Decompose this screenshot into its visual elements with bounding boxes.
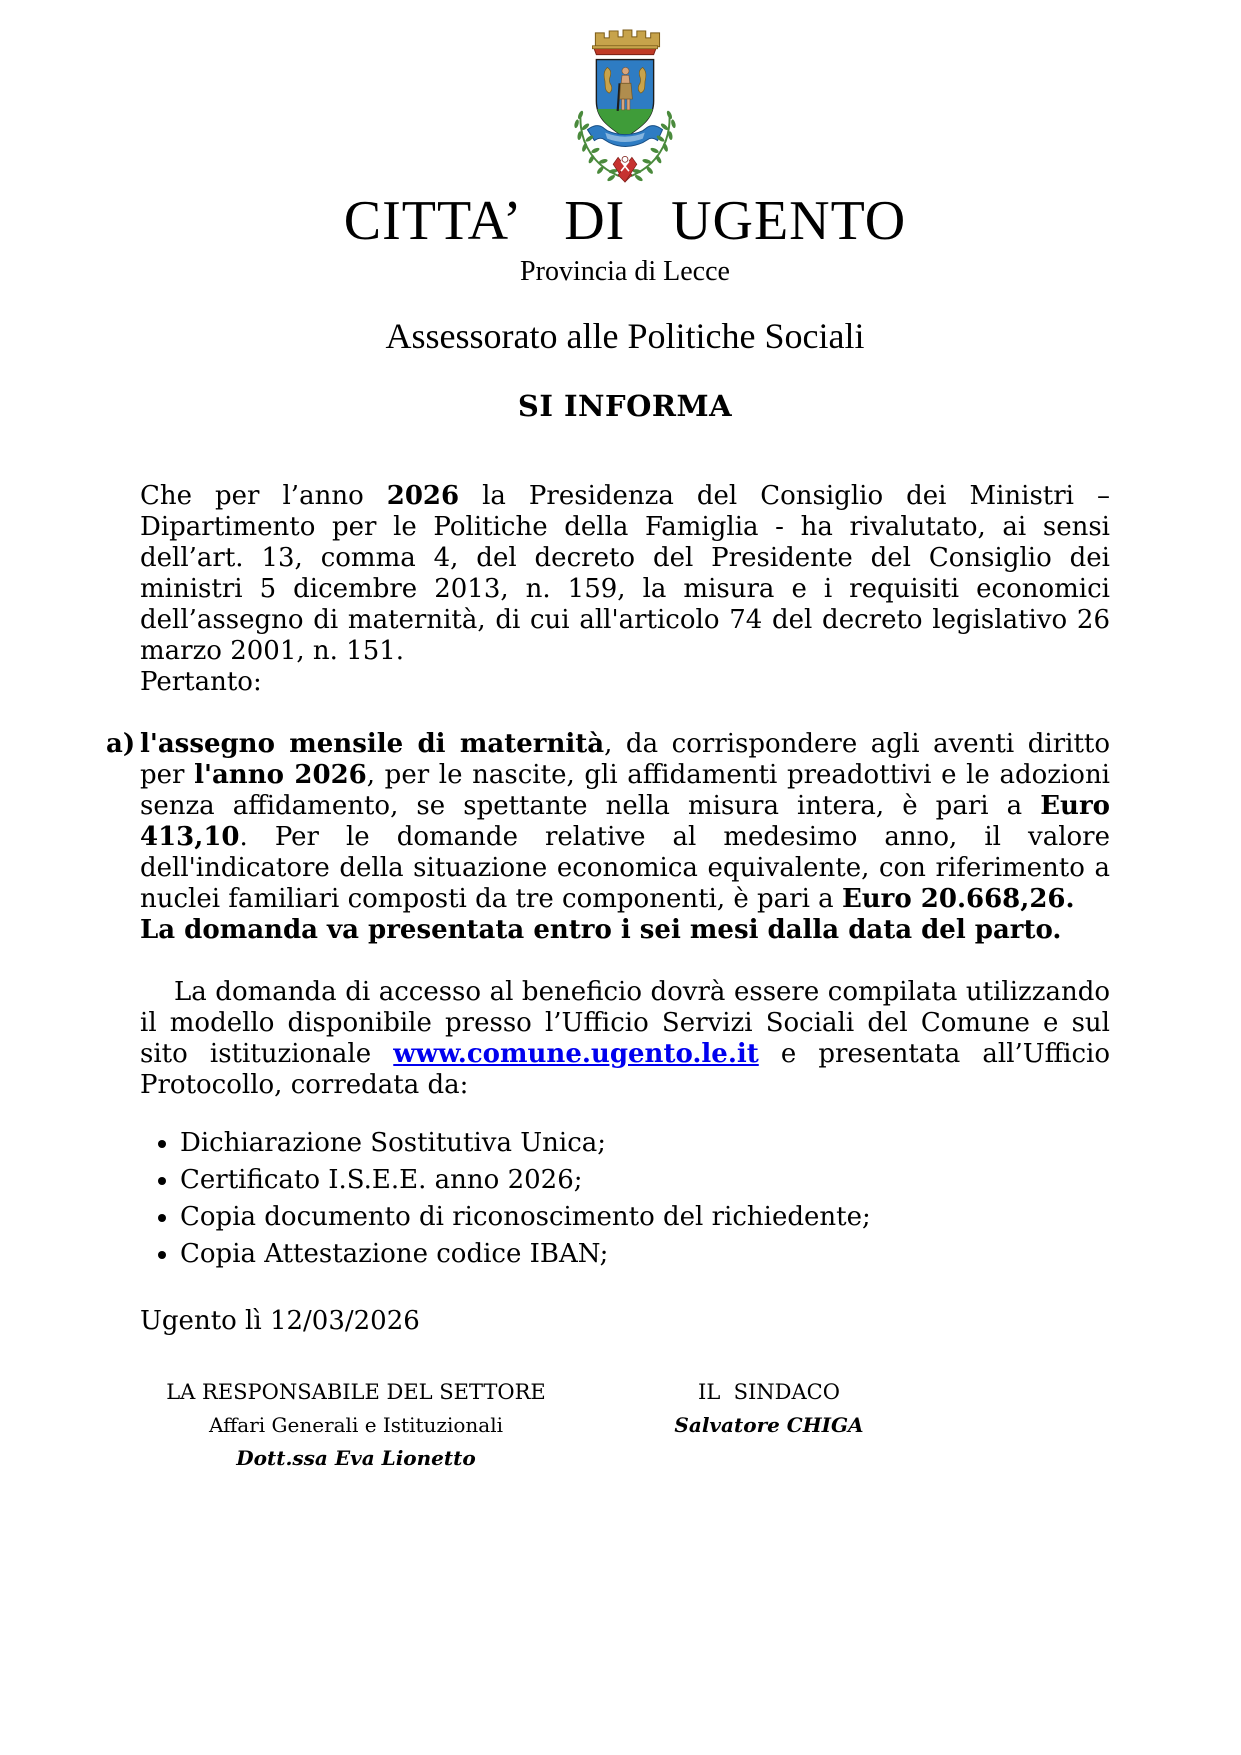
text-segment: la Presidenza del Consiglio dei Ministri – Dipartimento per le Politiche della Famiglia - ha rivalutato, ai sensi dell’art. 13, comma 4, del decreto del Presidente del Consiglio dei ministri 5 dicembre 2013, n. 159, la misura e i requisiti economici dell’assegno di maternità, di cui all'articolo 74 del decreto legislativo 26 marzo 2001, n. 151. xyxy=(140,480,1110,666)
item-a-bold-line: La domanda va presentata entro i sei mesi dalla data del parto. xyxy=(140,914,1062,945)
department-title: Assessorato alle Politiche Sociali xyxy=(385,315,865,356)
list-item: • Copia documento di riconoscimento del richiedente; xyxy=(180,1202,1110,1233)
text-segment: . Per le domande relative al medesimo anno, il valore dell'indicatore della situazione economica equivalente, con riferimento a nuclei familiari composti da tre componenti, è pari a xyxy=(140,821,1110,914)
signature-right-role: IL SINDACO xyxy=(698,1379,840,1404)
signature-left-role: LA RESPONSABILE DEL SETTORE xyxy=(166,1379,546,1404)
signature-right-name: Salvatore CHIGA xyxy=(674,1412,864,1437)
city-coat-of-arms-icon xyxy=(565,26,685,184)
signature-row xyxy=(140,1380,1110,1470)
item-a-marker: a) xyxy=(106,728,136,759)
list-item: • Dichiarazione Sostitutiva Unica; xyxy=(180,1128,1110,1159)
text-segment: l'assegno mensile di maternità xyxy=(140,728,605,759)
attachments-list xyxy=(140,1128,1110,1270)
text-segment: La domanda di accesso al beneficio dovrà essere compilata utilizzando il modello disponibile presso l’Ufficio Servizi Sociali del Comune e sul sito istituzionale xyxy=(140,976,1110,1069)
website-link[interactable]: www.comune.ugento.le.it xyxy=(393,1038,759,1069)
text-segment: , da corrispondere agli aventi diritto per xyxy=(140,728,1110,790)
text-segment: Euro 20.668,26. xyxy=(841,883,1075,914)
list-item: • Certificato I.S.E.E. anno 2026; xyxy=(180,1165,1110,1196)
crest-container xyxy=(140,26,1110,188)
text-segment: e presentata all’Ufficio Protocollo, corredata da: xyxy=(140,1038,1111,1100)
item-a-paragraph xyxy=(106,728,1110,946)
mural-crown-icon xyxy=(592,30,659,55)
text-segment: Che per l’anno xyxy=(140,480,387,511)
intro-paragraph xyxy=(140,481,1110,667)
text-segment: , per le nascite, gli affidamenti preadottivi e le adozioni senza affidamento, se spettante nella misura intera, è pari a xyxy=(140,759,1110,821)
date-line: Ugento lì 12/03/2026 xyxy=(140,1305,420,1336)
pertanto-line: Pertanto: xyxy=(140,666,262,697)
text-segment: 2026 xyxy=(386,480,460,511)
signature-left xyxy=(140,1380,572,1470)
text-segment: Euro 413,10 xyxy=(140,790,1110,852)
bow-icon xyxy=(613,156,637,182)
list-item: • Copia Attestazione codice IBAN; xyxy=(180,1239,1110,1270)
city-title: CITTA’ DI UGENTO xyxy=(343,190,907,252)
province-subtitle: Provincia di Lecce xyxy=(520,255,730,287)
shield-icon xyxy=(596,60,653,139)
signature-right xyxy=(616,1380,922,1470)
text-segment: l'anno 2026 xyxy=(194,759,367,790)
notice-heading: SI INFORMA xyxy=(517,388,733,423)
item-a-text xyxy=(140,729,1110,914)
request-paragraph xyxy=(140,977,1110,1101)
signature-left-name: Dott.ssa Eva Lionetto xyxy=(236,1445,476,1470)
signature-left-office: Affari Generali e Istituzionali xyxy=(209,1412,503,1437)
